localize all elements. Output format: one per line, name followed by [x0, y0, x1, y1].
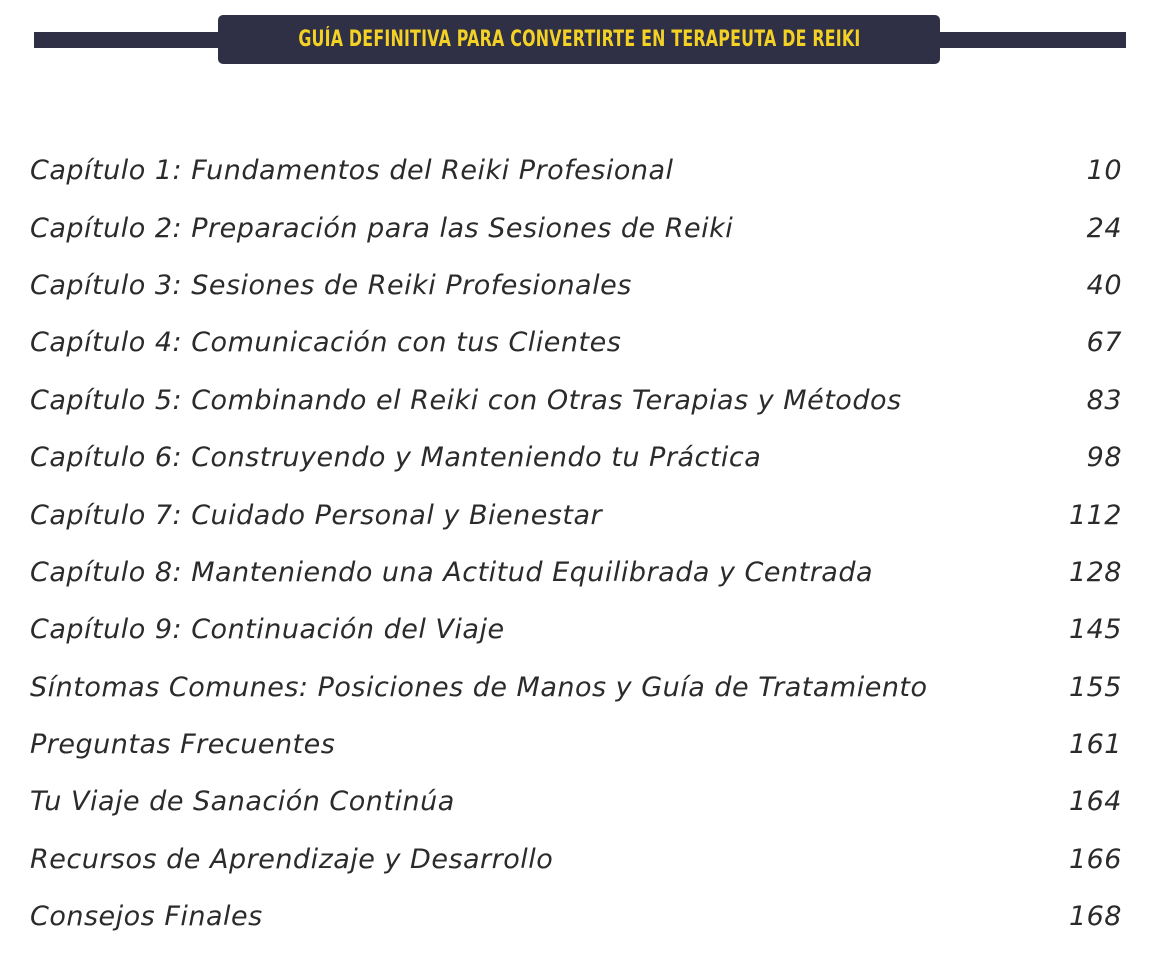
toc-entry-page: 112	[1068, 499, 1122, 531]
toc-entry-page: 166	[1068, 843, 1122, 875]
toc-entry-12[interactable]	[30, 773, 1122, 830]
toc-entry-title: Capítulo 2: Preparación para las Sesiones de Reiki	[30, 212, 734, 244]
toc-entry-page: 128	[1068, 556, 1122, 588]
toc-entry-page: 168	[1068, 901, 1122, 933]
toc-entry-title: Capítulo 1: Fundamentos del Reiki Profesional	[30, 155, 674, 187]
toc-entry-page: 24	[1086, 212, 1122, 244]
toc-entry-title: Recursos de Aprendizaje y Desarrollo	[30, 843, 554, 875]
toc-entry-7[interactable]	[30, 486, 1122, 543]
toc-entry-1[interactable]	[30, 142, 1122, 199]
toc-entry-page: 155	[1068, 671, 1122, 703]
toc-entry-14[interactable]	[30, 888, 1122, 945]
toc-entry-page: 40	[1086, 269, 1122, 301]
table-of-contents	[30, 142, 1122, 945]
toc-entry-page: 164	[1068, 786, 1122, 818]
toc-entry-page: 67	[1086, 327, 1122, 359]
toc-entry-page: 98	[1086, 442, 1122, 474]
toc-entry-page: 145	[1068, 614, 1122, 646]
toc-entry-8[interactable]	[30, 544, 1122, 601]
toc-entry-10[interactable]	[30, 659, 1122, 716]
toc-entry-title: Capítulo 6: Construyendo y Manteniendo tu Práctica	[30, 442, 762, 474]
toc-entry-title: Capítulo 9: Continuación del Viaje	[30, 614, 505, 646]
toc-entry-11[interactable]	[30, 716, 1122, 773]
toc-entry-page: 83	[1086, 384, 1122, 416]
toc-entry-title: Consejos Finales	[30, 901, 263, 933]
toc-entry-13[interactable]	[30, 831, 1122, 888]
toc-entry-6[interactable]	[30, 429, 1122, 486]
toc-entry-5[interactable]	[30, 372, 1122, 429]
toc-entry-title: Capítulo 5: Combinando el Reiki con Otras Terapias y Métodos	[30, 384, 902, 416]
toc-entry-title: Síntomas Comunes: Posiciones de Manos y Guía de Tratamiento	[30, 671, 928, 703]
toc-entry-title: Capítulo 4: Comunicación con tus Clientes	[30, 327, 622, 359]
toc-entry-title: Capítulo 7: Cuidado Personal y Bienestar	[30, 499, 603, 531]
toc-entry-title: Capítulo 3: Sesiones de Reiki Profesionales	[30, 269, 632, 301]
toc-entry-9[interactable]	[30, 601, 1122, 658]
toc-entry-4[interactable]	[30, 314, 1122, 371]
toc-entry-2[interactable]	[30, 199, 1122, 256]
header-title-box	[218, 15, 940, 64]
page-title: GUÍA DEFINITIVA PARA CONVERTIRTE EN TERAPEUTA DE REIKI	[297, 27, 861, 52]
toc-entry-title: Tu Viaje de Sanación Continúa	[30, 786, 455, 818]
toc-entry-page: 161	[1068, 729, 1122, 761]
toc-entry-page: 10	[1086, 155, 1122, 187]
toc-entry-title: Capítulo 8: Manteniendo una Actitud Equilibrada y Centrada	[30, 556, 874, 588]
toc-entry-3[interactable]	[30, 257, 1122, 314]
toc-entry-title: Preguntas Frecuentes	[30, 729, 336, 761]
